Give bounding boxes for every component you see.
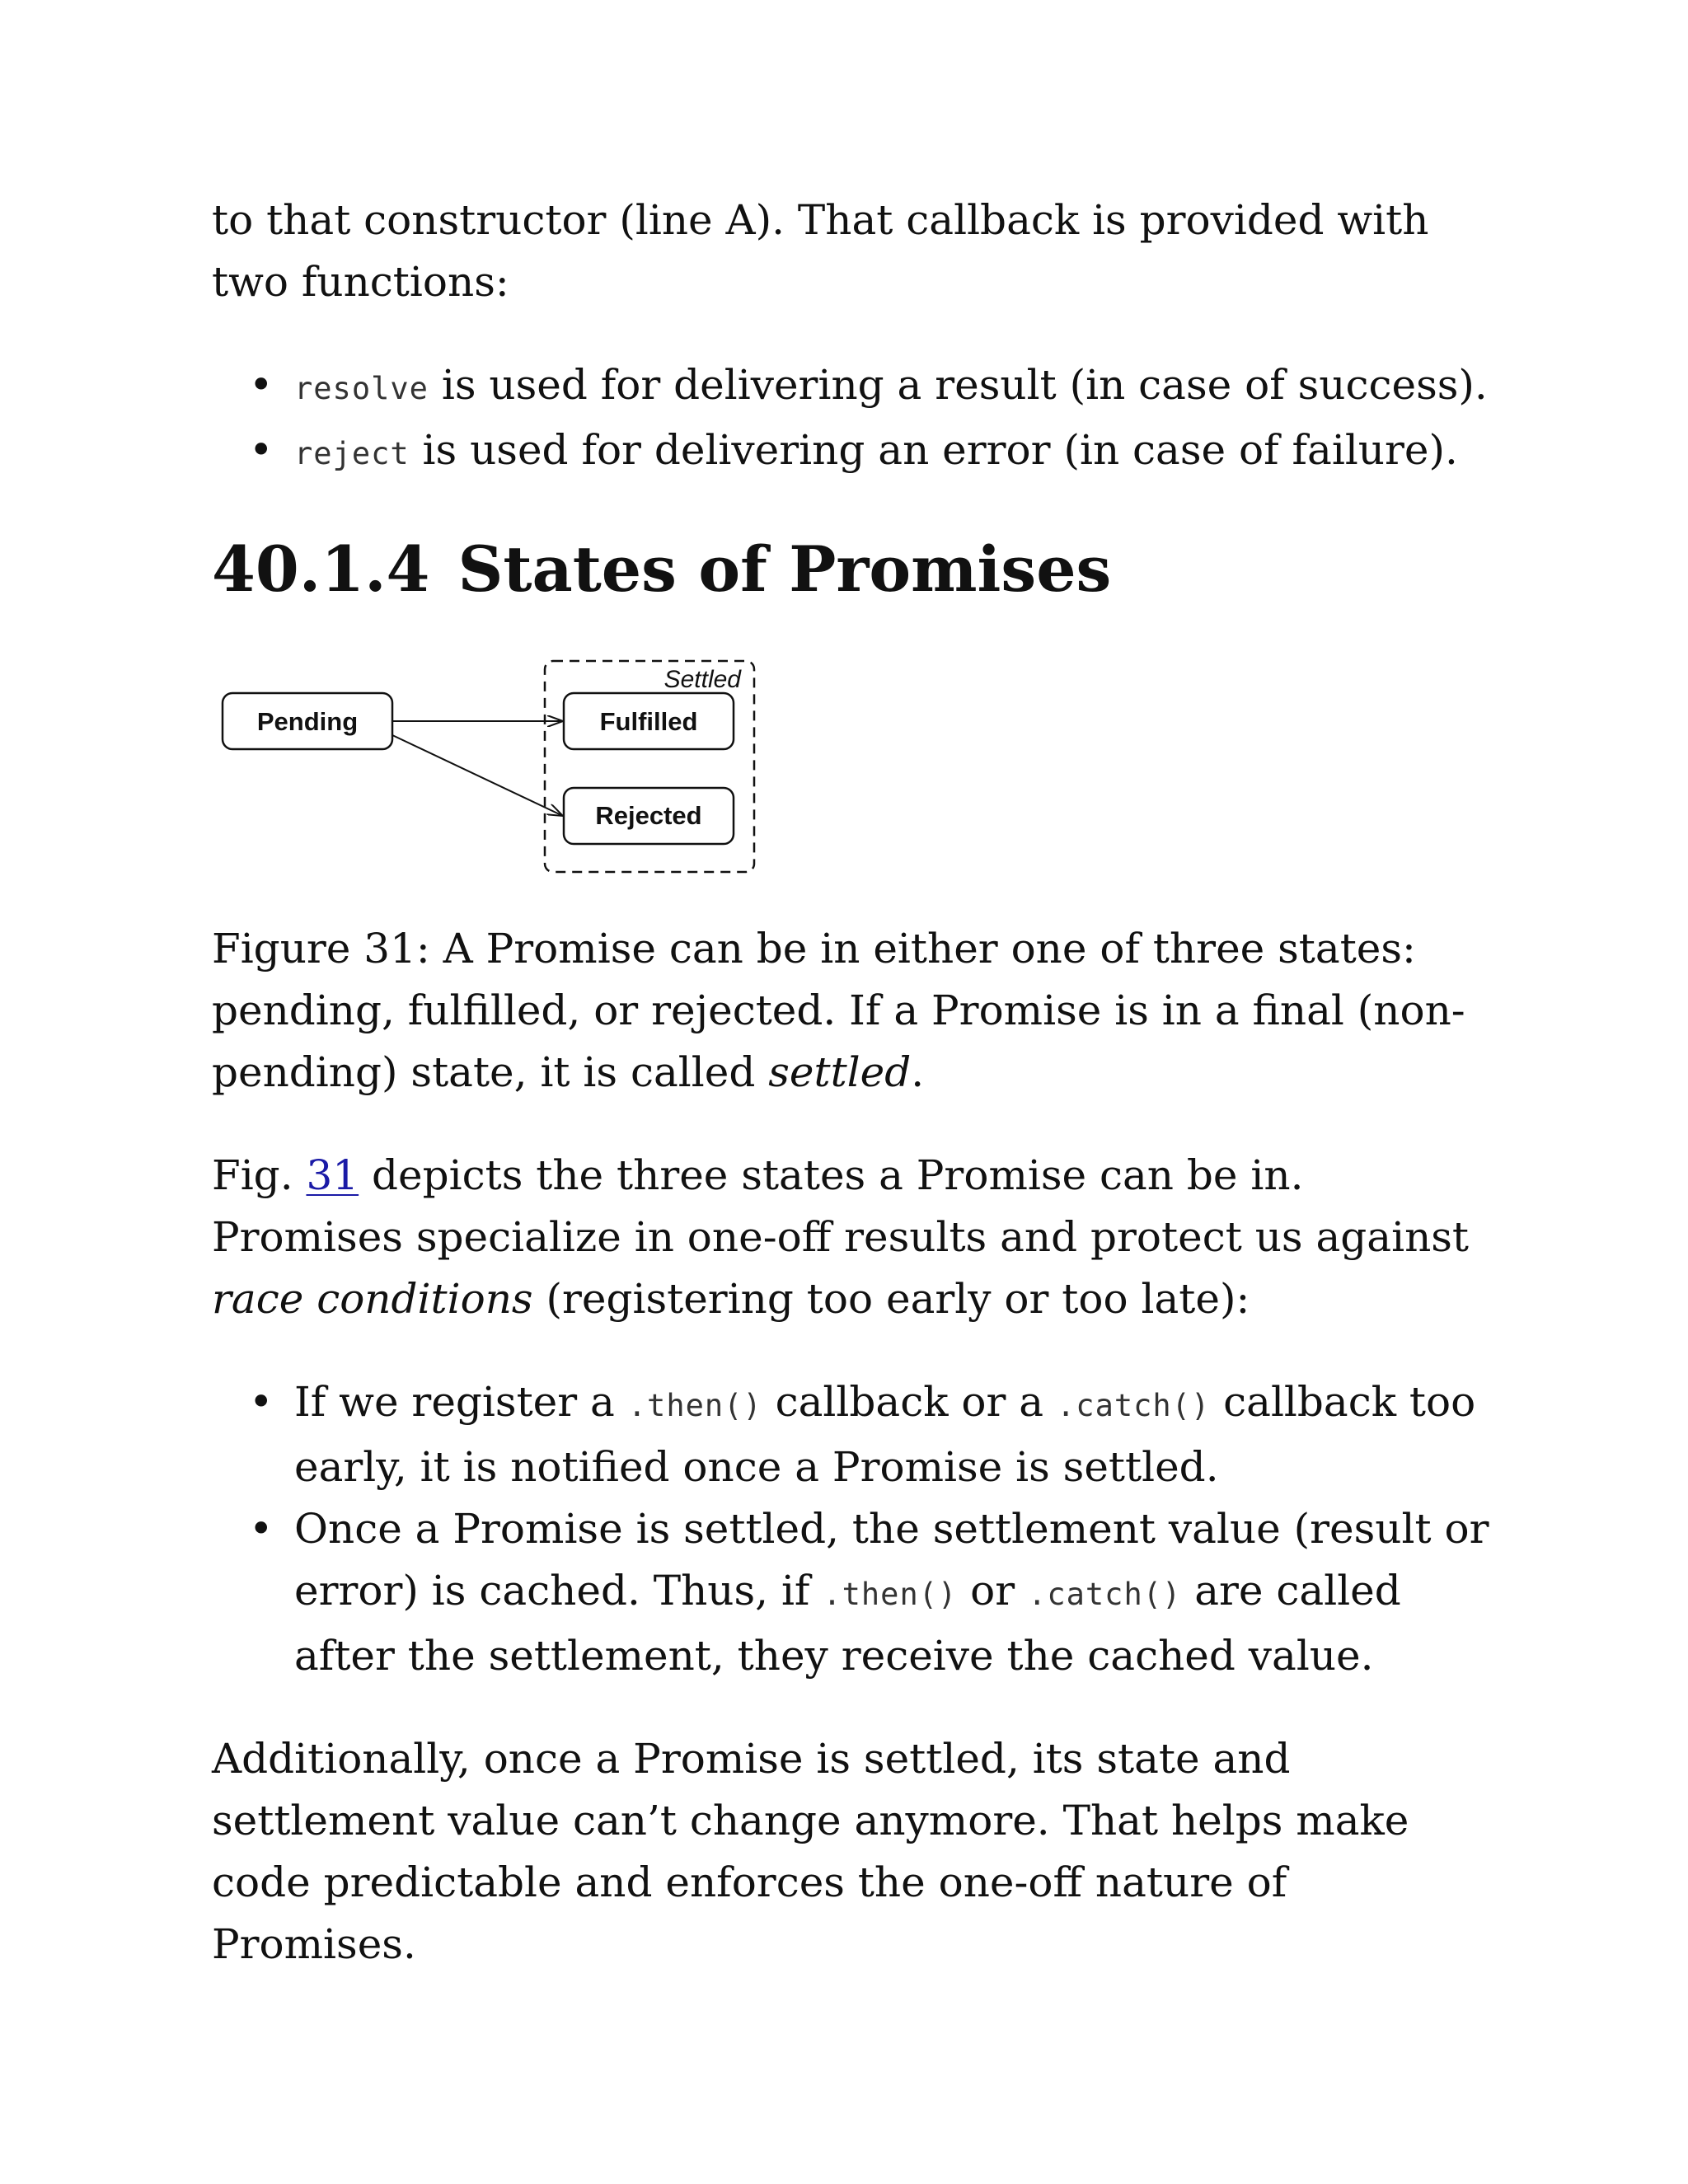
item2-part3: are called after the settlement, they receive the cached value. (294, 1567, 1401, 1680)
item2-part1: Once a Promise is settled, the settlement value (result or error) is cached. Thus, if (294, 1505, 1489, 1615)
list-item (249, 1371, 1498, 1498)
inline-code: resolve (294, 371, 429, 406)
figure-31-link[interactable]: 31 (306, 1151, 359, 1199)
inline-code: .then() (823, 1577, 958, 1612)
closing-paragraph: Additionally, once a Promise is settled, its state and settlement value can’t change anymore. That helps make code predictable and enforces the one-off nature of Promises. (212, 1735, 1409, 1968)
caption-tail: . (911, 1048, 925, 1096)
diagram-svg (212, 654, 789, 883)
list-item (249, 354, 1498, 419)
list-item-text: is used for delivering a result (in case of success). (428, 361, 1488, 409)
caption-lead: Figure 31: A Promise can be in either one of three states: pending, fulfilled, or rejected. If a Promise is in a final (non-pending) state, it is called (212, 925, 1465, 1096)
section-heading (212, 530, 1498, 609)
para2-part3: (registering too early or too late): (532, 1275, 1250, 1323)
arrow-pending-to-rejected (392, 735, 563, 816)
pending-state-label: Pending (256, 707, 359, 736)
section-title: States of Promises (457, 532, 1112, 606)
para2-part2: depicts the three states a Promise can be in. Promises specialize in one-off results and protect us against (212, 1151, 1470, 1261)
bullet-icon: • (249, 426, 274, 474)
section-number: 40.1.4 (212, 532, 430, 606)
page-content (212, 190, 1498, 1975)
rejected-state-label: Rejected (595, 801, 702, 830)
inline-code: .catch() (1028, 1577, 1182, 1612)
race-conditions-list (212, 1371, 1498, 1687)
list-item (249, 419, 1498, 485)
figure-caption (212, 918, 1498, 1104)
settled-label: Settled (663, 666, 741, 693)
list-item-text: is used for delivering an error (in case of failure). (409, 426, 1458, 474)
callbacks-list (212, 354, 1498, 485)
item1-part1: If we register a (294, 1378, 628, 1426)
bullet-icon: • (249, 1505, 274, 1553)
inline-code: .catch() (1057, 1388, 1211, 1423)
item2-part2: or (957, 1567, 1029, 1615)
caption-emphasis: settled (768, 1048, 912, 1096)
intro-paragraph: to that constructor (line A). That callback is provided with two functions: (212, 196, 1429, 306)
bullet-icon: • (249, 1378, 274, 1426)
inline-code: .then() (627, 1388, 762, 1423)
list-item (249, 1498, 1498, 1687)
race-conditions-paragraph (212, 1145, 1498, 1330)
bullet-icon: • (249, 361, 274, 409)
fulfilled-state-label: Fulfilled (599, 707, 698, 736)
item1-part2: callback or a (762, 1378, 1057, 1426)
item1-part3: callback too early, it is notified once a Promise is settled. (294, 1378, 1476, 1491)
para2-emphasis: race conditions (212, 1275, 533, 1323)
inline-code: reject (294, 436, 410, 471)
para2-part1: Fig. (212, 1151, 307, 1199)
promise-states-diagram (212, 654, 1498, 883)
